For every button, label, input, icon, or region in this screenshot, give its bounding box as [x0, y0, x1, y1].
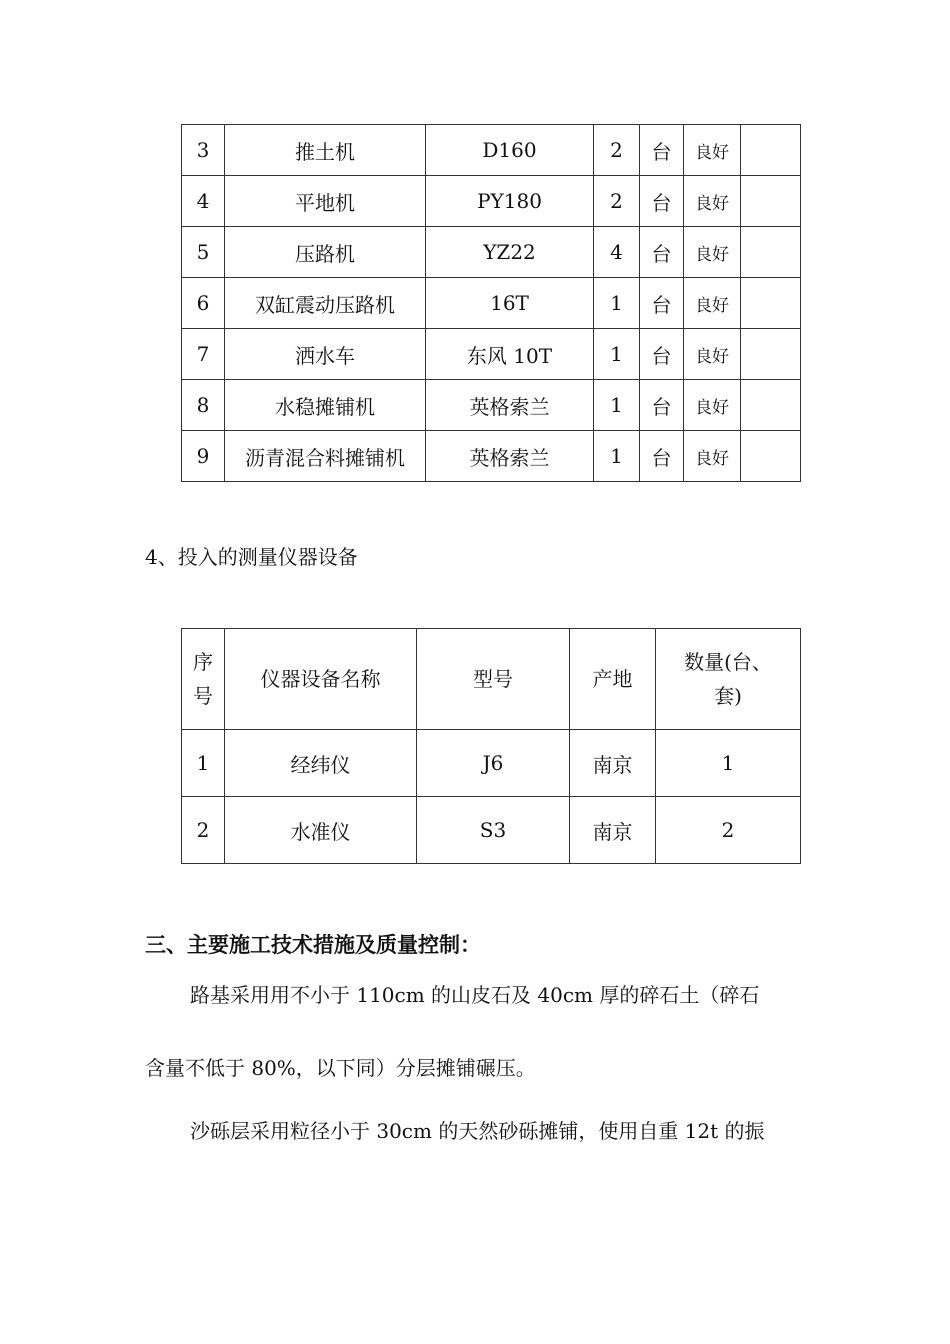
survey-instrument-table [181, 628, 801, 864]
cell-origin: 南京 [570, 730, 656, 797]
cell-model: J6 [417, 730, 570, 797]
cell-name: 沥青混合料摊铺机 [225, 431, 426, 482]
cell-unit: 台 [640, 176, 684, 227]
cell-condition: 良好 [684, 278, 741, 329]
survey-equipment-heading: 4、投入的测量仪器设备 [145, 545, 358, 569]
header-no-line1: 序 [193, 650, 213, 674]
cell-condition: 良好 [684, 125, 741, 176]
cell-unit: 台 [640, 227, 684, 278]
cell-model: 16T [426, 278, 594, 329]
cell-name: 双缸震动压路机 [225, 278, 426, 329]
cell-no: 2 [182, 797, 225, 864]
equipment-table [181, 124, 801, 482]
cell-note [741, 431, 801, 482]
cell-qty: 4 [594, 227, 640, 278]
table-header-row [182, 629, 801, 730]
cell-name: 洒水车 [225, 329, 426, 380]
table-row [182, 431, 801, 482]
cell-model: 东风 10T [426, 329, 594, 380]
header-qty-line1: 数量(台、 [684, 650, 772, 674]
cell-name: 水准仪 [225, 797, 417, 864]
cell-condition: 良好 [684, 380, 741, 431]
cell-qty: 2 [656, 797, 801, 864]
cell-qty: 2 [594, 125, 640, 176]
cell-note [741, 176, 801, 227]
cell-qty: 1 [594, 431, 640, 482]
paragraph-line: 含量不低于 80%，以下同）分层摊铺碾压。 [145, 1056, 536, 1080]
cell-no: 1 [182, 730, 225, 797]
table-row [182, 227, 801, 278]
cell-no: 8 [182, 380, 225, 431]
cell-name: 水稳摊铺机 [225, 380, 426, 431]
cell-qty: 1 [594, 278, 640, 329]
header-qty [656, 629, 801, 730]
cell-model: YZ22 [426, 227, 594, 278]
table-row [182, 730, 801, 797]
cell-no: 5 [182, 227, 225, 278]
cell-qty: 2 [594, 176, 640, 227]
paragraph-line: 沙砾层采用粒径小于 30cm 的天然砂砾摊铺，使用自重 12t 的振 [190, 1119, 765, 1143]
cell-unit: 台 [640, 431, 684, 482]
cell-name: 压路机 [225, 227, 426, 278]
cell-no: 6 [182, 278, 225, 329]
cell-name: 推土机 [225, 125, 426, 176]
cell-note [741, 278, 801, 329]
cell-origin: 南京 [570, 797, 656, 864]
cell-no: 4 [182, 176, 225, 227]
cell-condition: 良好 [684, 329, 741, 380]
header-no [182, 629, 225, 730]
header-no-line2: 号 [193, 684, 213, 708]
cell-no: 9 [182, 431, 225, 482]
table-row [182, 380, 801, 431]
cell-no: 7 [182, 329, 225, 380]
header-qty-line2: 套) [714, 684, 742, 708]
table-row [182, 329, 801, 380]
cell-condition: 良好 [684, 176, 741, 227]
paragraph-line: 路基采用用不小于 110cm 的山皮石及 40cm 厚的碎石土（碎石 [190, 983, 760, 1007]
cell-name: 经纬仪 [225, 730, 417, 797]
cell-qty: 1 [656, 730, 801, 797]
header-name: 仪器设备名称 [225, 629, 417, 730]
cell-note [741, 380, 801, 431]
cell-condition: 良好 [684, 431, 741, 482]
cell-name: 平地机 [225, 176, 426, 227]
cell-unit: 台 [640, 278, 684, 329]
cell-model: 英格索兰 [426, 431, 594, 482]
cell-unit: 台 [640, 380, 684, 431]
table-row [182, 125, 801, 176]
cell-model: S3 [417, 797, 570, 864]
table-row [182, 278, 801, 329]
cell-model: 英格索兰 [426, 380, 594, 431]
cell-qty: 1 [594, 329, 640, 380]
cell-unit: 台 [640, 329, 684, 380]
cell-note [741, 125, 801, 176]
cell-qty: 1 [594, 380, 640, 431]
cell-no: 3 [182, 125, 225, 176]
section-heading: 三、主要施工技术措施及质量控制： [145, 932, 481, 957]
cell-note [741, 227, 801, 278]
cell-unit: 台 [640, 125, 684, 176]
table-row [182, 797, 801, 864]
header-origin: 产地 [570, 629, 656, 730]
cell-model: PY180 [426, 176, 594, 227]
table-row [182, 176, 801, 227]
cell-note [741, 329, 801, 380]
header-model: 型号 [417, 629, 570, 730]
cell-model: D160 [426, 125, 594, 176]
cell-condition: 良好 [684, 227, 741, 278]
